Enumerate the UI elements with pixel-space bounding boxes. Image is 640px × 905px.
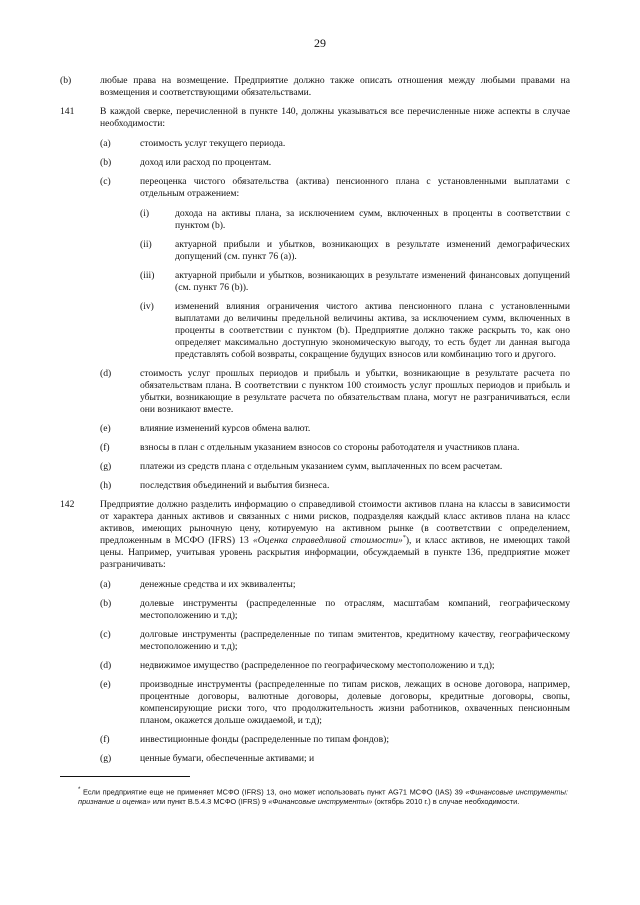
paragraph-141 [60,106,570,492]
item-text: стоимость услуг текущего периода. [140,138,286,149]
standard-title: «Оценка справедливой стоимости» [252,535,403,546]
subitem-label: (iii) [140,270,155,281]
footnote-italic: «Финансовые инструменты» [268,797,373,807]
page-number: 29 [314,36,326,50]
item-label: (b) [100,157,112,168]
subitem-label: (i) [140,208,150,219]
footnote-divider [60,776,190,777]
list-item [100,734,570,746]
item-label: (h) [100,480,112,491]
item-label: (c) [100,176,111,187]
item-text: доход или расход по процентам. [140,157,272,168]
item-label: (e) [100,679,111,690]
list-item [100,368,570,416]
list-item [100,679,570,727]
footnote-reference: * [402,534,406,541]
item-text: ценные бумаги, обеспеченные активами; и [140,753,315,764]
list-item [100,442,570,454]
item-text: долговые инструменты (распределенные по типам эмитентов, кредитному качеству, географическому местоположению и т.д); [140,629,570,652]
item-text: платежи из средств плана с отдельным указанием сумм, выплаченных по всем расчетам. [140,461,503,472]
item-label: (g) [100,753,112,764]
subitem-text: актуарной прибыли и убытков, возникающих в результате изменений финансовых допущений (см. пункт 76 (b)). [175,270,570,293]
list-item [100,579,570,591]
sublist-item [140,301,570,361]
item-text: долевые инструменты (распределенные по отраслям, масштабам компаний, географическому местоположению и т.д); [140,598,570,621]
subitem-text: дохода на активы плана, за исключением сумм, включенных в проценты в соответствии с пунктом (b). [175,208,570,231]
item-text: стоимость услуг прошлых периодов и прибыль и убытки, возникающие в результате расчета по обязательствам плана. В соответствии с пунктом 100 стоимость услуг прошлых периодов и прибыль и убытки, возникающие в результате расчета по обязательствам плана, могут не разграничиваться, если они возникают вместе. [140,368,570,415]
footnote [78,786,568,807]
document-body [60,75,570,772]
paragraph-intro: В каждой сверке, перечисленной в пункте 140, должны указываться все перечисленные ниже аспекты в случае необходимости: [100,106,570,129]
item-text: производные инструменты (распределенные по типам рисков, лежащих в основе договора, например, процентные договоры, валютные договоры, долевые договоры, кредитные договоры, свопы, компенсирующие риски того, что продолжительность жизни работников, охваченных пенсионным планом, окажется дольше ожидаемой, и т.д); [140,679,570,726]
intro-text: ), и класс активов, не имеющих такой цены. Например, учитывая уровень раскрытия информации, обсуждаемый в пункте 136, предприятие может разграничивать: [100,535,570,570]
footnote-text: Если предприятие еще не применяет МСФО (IFRS) 13, оно может использовать пункт AG71 МСФО (IAS) 39 [82,787,466,797]
item-label: (f) [100,734,110,745]
item-text: любые права на возмещение. Предприятие должно также описать отношения между любыми правами на возмещения и соответствующими обязательствами. [100,75,570,98]
subitem-text: актуарной прибыли и убытков, возникающих в результате изменений демографических допущений (см. пункт 76 (a)). [175,239,570,262]
item-label: (a) [100,138,111,149]
list [100,579,570,765]
paragraph-number: 141 [60,106,75,117]
item-text: влияние изменений курсов обмена валют. [140,423,311,434]
footnote-italic: «Финансовые инструменты: признание и оценка» [78,787,568,807]
list-item [60,75,570,99]
item-label: (d) [100,368,112,379]
list-item [100,461,570,473]
item-label: (b) [60,75,72,86]
item-label: (c) [100,629,111,640]
list-item [100,176,570,361]
item-text: взносы в план с отдельным указанием взносов со стороны работодателя и участников плана. [140,442,520,453]
subitem-label: (ii) [140,239,152,250]
item-text: инвестиционные фонды (распределенные по типам фондов); [140,734,389,745]
list-item [100,753,570,765]
subitem-label: (iv) [140,301,154,312]
item-label: (d) [100,660,112,671]
footnote-text: или пункт B.5.4.3 МСФО (IFRS) 9 [150,797,269,807]
sublist-item [140,239,570,263]
paragraph-intro [100,499,570,571]
item-label: (a) [100,579,111,590]
sublist [140,208,570,361]
item-label: (e) [100,423,111,434]
item-label: (f) [100,442,110,453]
item-text: последствия объединений и выбытия бизнеса. [140,480,330,491]
list-item [100,480,570,492]
item-text: денежные средства и их эквиваленты; [140,579,296,590]
sublist-item [140,270,570,294]
item-text: недвижимое имущество (распределенное по географическому местоположению и т.д); [140,660,495,671]
list [100,138,570,492]
list-item [100,660,570,672]
list-item [100,138,570,150]
item-text: переоценка чистого обязательства (актива) пенсионного плана с установленными выплатами с отдельным отражением: [140,176,570,199]
item-label: (b) [100,598,112,609]
list-item [100,157,570,169]
paragraph-142 [60,499,570,765]
subitem-text: изменений влияния ограничения чистого актива пенсионного плана с установленными выплатами до величины предельной величины актива, за исключением сумм, включенных в проценты в соответствии с пунктом (b). Предприятие должно также раскрыть то, как оно определяет максимально доступную экономическую выгоду, то есть будет ли данная выгода представлять собой возвраты, сокращение будущих взносов или комбинацию того и другого. [175,301,570,360]
footnote-text: (октябрь 2010 г.) в случае необходимости. [372,797,520,807]
list-item [100,629,570,653]
list-item [100,423,570,435]
paragraph-number: 142 [60,499,75,510]
footnote-mark: * [78,787,81,793]
list-item [100,598,570,622]
sublist-item [140,208,570,232]
intro-text: Предприятие должно разделить информацию о справедливой стоимости активов плана на классы в зависимости от характера данных активов и связанных с ними рисков, подразделяя каждый класс активов плана на класс активов, имеющих рыночную цену, котируемую на активном рынке (в соответствии с определением, предложенным в МСФО (IFRS) 13 [100,499,570,546]
item-label: (g) [100,461,112,472]
